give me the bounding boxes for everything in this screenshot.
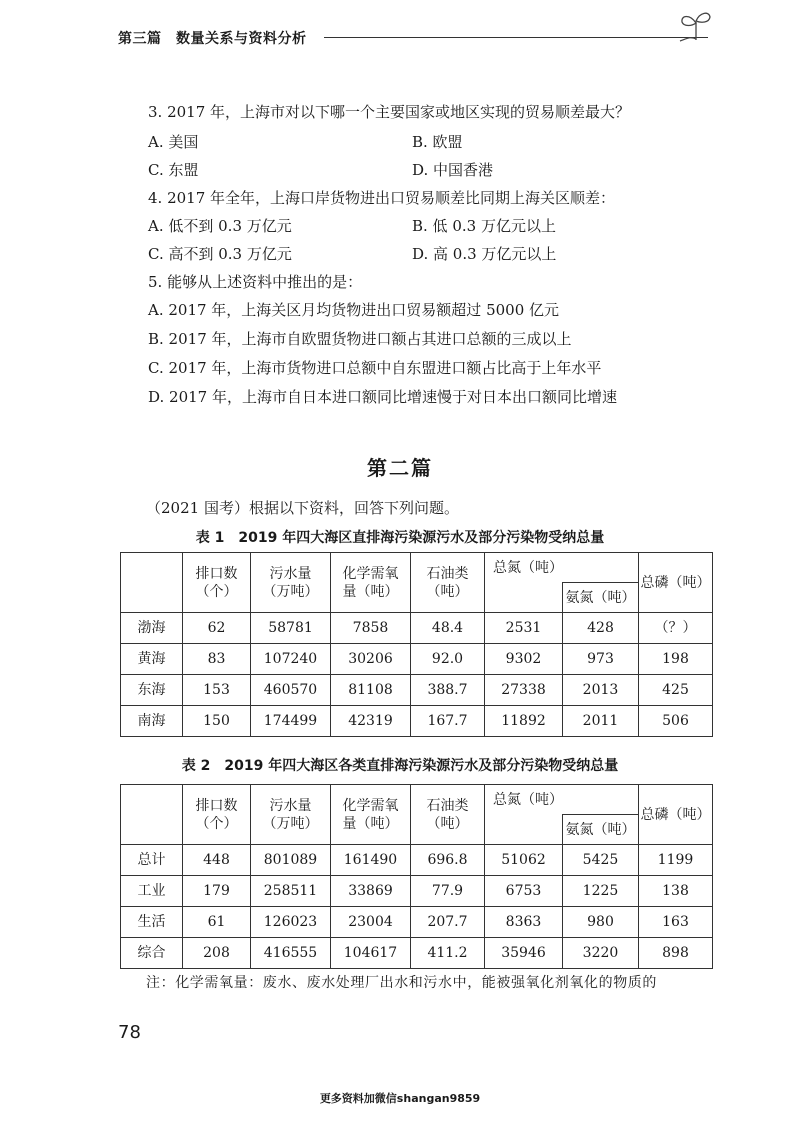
table-cell: 696.8 [411,845,485,876]
table-cell: 33869 [331,876,411,907]
header-oil: 石油类 （吨） [411,553,485,613]
table-row [121,613,713,644]
table-cell: 81108 [331,675,411,706]
table-1-caption: 表 1 2019 年四大海区直排海污染源污水及部分污染物受纳总量 [195,530,605,546]
table-cell: 208 [183,938,251,969]
table-cell: 11892 [485,706,563,737]
header-total-nitrogen: 总氮（吨） [485,553,639,583]
question-4-option-c: C. 高不到 0.3 万亿元 [148,245,292,263]
table-cell: 8363 [485,907,563,938]
table-cell: 258511 [251,876,331,907]
page-number: 78 [118,1022,141,1043]
table-cell: 388.7 [411,675,485,706]
header-total-nitrogen: 总氮（吨） [485,785,639,815]
row-label-cell: 东海 [121,675,183,706]
header-ammonia-nitrogen: 氨氮（吨） [563,583,639,613]
table-row [121,845,713,876]
question-4-option-b: B. 低 0.3 万亿元以上 [412,217,556,235]
section-intro: （2021 国考）根据以下资料，回答下列问题。 [146,499,459,517]
row-label-cell: 黄海 [121,644,183,675]
question-4-stem: 4. 2017 年全年，上海口岸货物进出口贸易顺差比同期上海关区顺差： [148,189,616,207]
table-cell: 61 [183,907,251,938]
table-cell: 980 [563,907,639,938]
row-label-cell: 工业 [121,876,183,907]
table-cell: 167.7 [411,706,485,737]
table-cell: 27338 [485,675,563,706]
header-total-phosphorus: 总磷（吨） [639,785,713,845]
table-cell: 973 [563,644,639,675]
question-3-option-b: B. 欧盟 [412,133,463,151]
table-cell: 198 [639,644,713,675]
table-cell: 3220 [563,938,639,969]
question-5-option-d: D. 2017 年，上海市自日本进口额同比增速慢于对日本出口额同比增速 [148,388,617,406]
question-5-option-b: B. 2017 年，上海市自欧盟货物进口额占其进口总额的三成以上 [148,330,572,348]
row-label-cell: 总计 [121,845,183,876]
table-cell: 2013 [563,675,639,706]
footnote: 注：化学需氧量：废水、废水处理厂出水和污水中，能被强氧化剂氧化的物质的 [146,975,657,991]
table-cell: 207.7 [411,907,485,938]
table-cell: 9302 [485,644,563,675]
table-cell: 416555 [251,938,331,969]
table-cell: 801089 [251,845,331,876]
table-cell: 448 [183,845,251,876]
table-cell: 58781 [251,613,331,644]
table-cell: 163 [639,907,713,938]
table-row [121,675,713,706]
table-cell: 48.4 [411,613,485,644]
header-sewage: 污水量 （万吨） [251,785,331,845]
table-row [121,907,713,938]
question-3-option-c: C. 东盟 [148,161,199,179]
table-cell: 460570 [251,675,331,706]
question-4-option-a: A. 低不到 0.3 万亿元 [148,217,292,235]
table-row [121,938,713,969]
table-cell: 506 [639,706,713,737]
table-cell: 5425 [563,845,639,876]
table-cell: 7858 [331,613,411,644]
row-label-cell: 生活 [121,907,183,938]
question-3-stem: 3. 2017 年，上海市对以下哪一个主要国家或地区实现的贸易顺差最大？ [148,103,631,121]
header-blank-cell [121,553,183,613]
table-cell: 107240 [251,644,331,675]
table-row [121,706,713,737]
table-cell: 1199 [639,845,713,876]
table-cell: 42319 [331,706,411,737]
sprout-icon [678,8,714,42]
table-cell: 35946 [485,938,563,969]
header-outlets: 排口数 （个） [183,785,251,845]
table-cell: 83 [183,644,251,675]
table-cell: 77.9 [411,876,485,907]
table-cell: 153 [183,675,251,706]
question-4-option-d: D. 高 0.3 万亿元以上 [412,245,557,263]
row-label-cell: 综合 [121,938,183,969]
header-oil: 石油类 （吨） [411,785,485,845]
table-row [121,644,713,675]
header-nitrogen-sub-blank [485,583,563,613]
table-cell: 2011 [563,706,639,737]
table-2-body [121,845,713,969]
table-cell: 104617 [331,938,411,969]
table-cell: 1225 [563,876,639,907]
table-row [121,876,713,907]
header-outlets: 排口数 （个） [183,553,251,613]
table-cell: 92.0 [411,644,485,675]
header-nitrogen-sub-blank [485,815,563,845]
table-cell: 51062 [485,845,563,876]
row-label-cell: 渤海 [121,613,183,644]
table-cell: 161490 [331,845,411,876]
table-cell: 30206 [331,644,411,675]
running-header [118,26,718,54]
table-cell: 898 [639,938,713,969]
question-5-option-c: C. 2017 年，上海市货物进口总额中自东盟进口额占比高于上年水平 [148,359,602,377]
table-1 [120,552,713,737]
table-cell: 179 [183,876,251,907]
question-5-option-a: A. 2017 年，上海关区月均货物进出口贸易额超过 5000 亿元 [148,301,560,319]
table-cell: （？） [639,613,713,644]
table-1-body [121,613,713,737]
header-cod: 化学需氧 量（吨） [331,785,411,845]
section-title: 第二篇 [367,456,433,480]
question-5-stem: 5. 能够从上述资料中推出的是： [148,273,363,291]
question-3-option-a: A. 美国 [148,133,199,151]
header-cod: 化学需氧 量（吨） [331,553,411,613]
table-cell: 62 [183,613,251,644]
table-cell: 428 [563,613,639,644]
table-2-caption: 表 2 2019 年四大海区各类直排海污染源污水及部分污染物受纳总量 [181,758,619,774]
table-2 [120,784,713,969]
footer-watermark: 更多资料加微信shangan9859 [319,1092,481,1105]
table-cell: 425 [639,675,713,706]
table-cell: 150 [183,706,251,737]
table-cell: 126023 [251,907,331,938]
table-cell: 6753 [485,876,563,907]
table-cell: 2531 [485,613,563,644]
header-total-phosphorus: 总磷（吨） [639,553,713,613]
header-ammonia-nitrogen: 氨氮（吨） [563,815,639,845]
header-rule [324,37,708,38]
header-sewage: 污水量 （万吨） [251,553,331,613]
table-cell: 411.2 [411,938,485,969]
table-cell: 138 [639,876,713,907]
row-label-cell: 南海 [121,706,183,737]
table-cell: 23004 [331,907,411,938]
chapter-title: 第三篇 数量关系与资料分析 [118,31,307,47]
table-cell: 174499 [251,706,331,737]
header-blank-cell [121,785,183,845]
question-3-option-d: D. 中国香港 [412,161,494,179]
